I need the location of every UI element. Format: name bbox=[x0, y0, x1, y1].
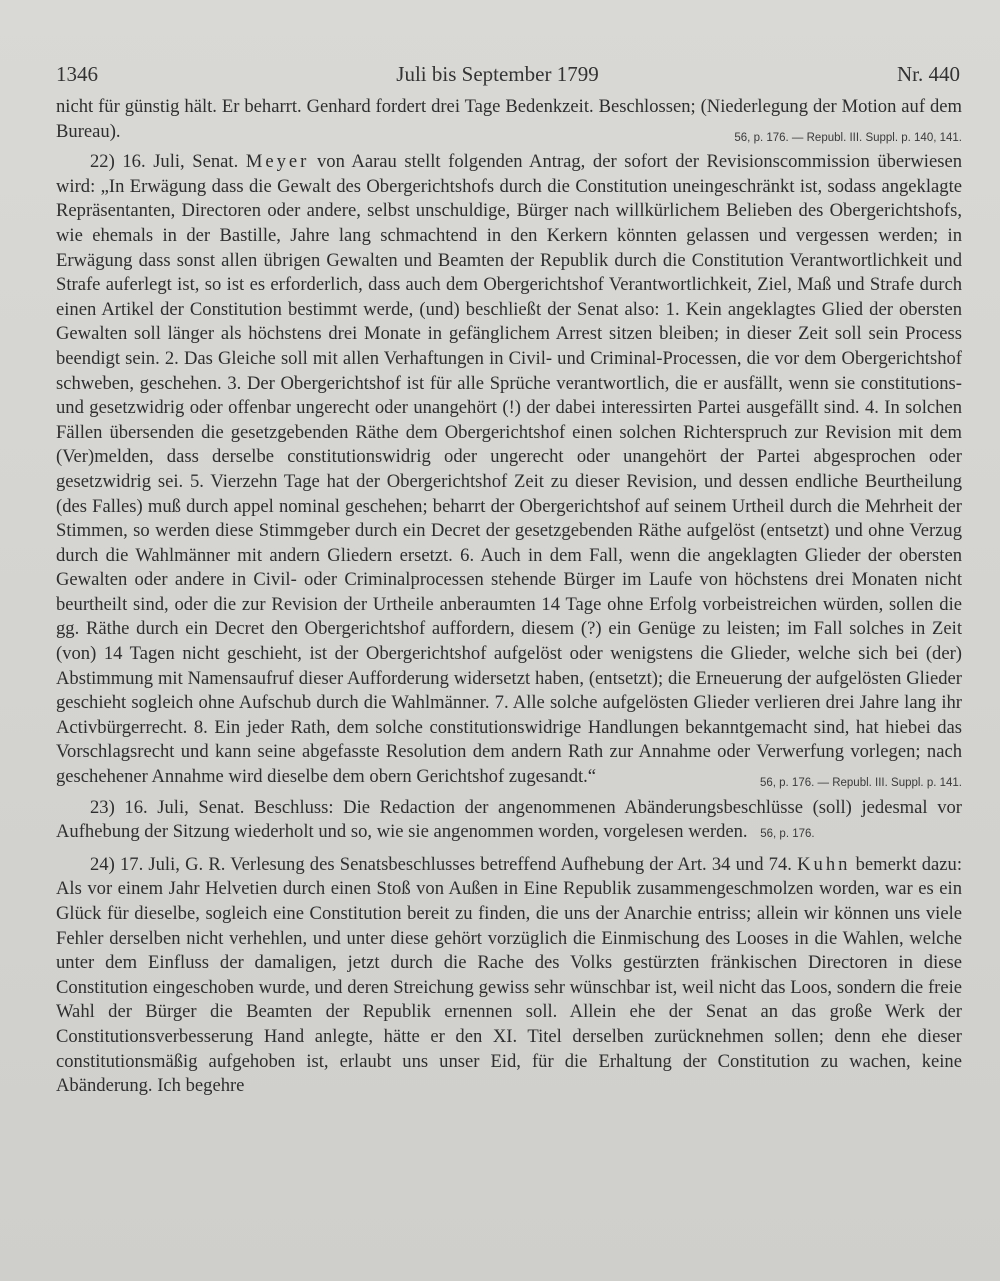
source-reference: 56, p. 176. — Republ. III. Suppl. p. 140, 141. bbox=[734, 131, 962, 144]
page-header bbox=[56, 62, 962, 87]
paragraph-text: bemerkt dazu: Als vor einem Jahr Helvetien durch einen Stoß von Außen in Eine Republik zusammengeschmolzen worden, war es ein Glück für dieselbe, sogleich eine Constitution bereit zu finden, die uns der Anarchie entriss; allein wir können uns viele Fehler derselben nicht verhehlen, und unter diese gehört vorzüglich die Einmischung des Looses in die Wahlen, welche unter dem Einfluss der damaligen, jetzt durch die Rache des Volks gestürzten fränkischen Directoren in diese Constitution eingeschoben wurde, und deren Streichung gewiss sehr wünschbar ist, weil nicht das Loos, sondern die freie Wahl der Bürger die Beamten der Republik ernennen soll. Allein ehe der Senat an das große Werk der Constitutionsverbesserung Hand anlegte, hätte er den XI. Titel derselben zurücknehmen sollen; denn ehe dieser constitutionsmäßig aufgehoben ist, erlaubt uns unser Eid, für die Erhaltung der Constitution zu wachen, keine Abänderung. Ich begehre bbox=[56, 853, 962, 1097]
paragraph-23 bbox=[56, 796, 962, 847]
source-reference: 56, p. 176. bbox=[760, 828, 815, 841]
paragraph-continuation bbox=[56, 95, 962, 144]
paragraph-22 bbox=[56, 150, 962, 789]
speaker-name: Kuhn bbox=[797, 853, 851, 875]
paragraph-24 bbox=[56, 853, 962, 1099]
speaker-name: Meyer bbox=[245, 151, 310, 173]
paragraph-text: Verlesung des Senatsbeschlusses betreffend Aufhebung der Art. 34 und 74. bbox=[230, 853, 792, 875]
paragraph-text: von Aarau stellt folgenden Antrag, der sofort der Revisionscommission überwiesen wird: „In Erwägung dass die Gewalt des Obergerichtshofs durch die Constitution uneingeschränkt ist, sodass angeklagte Repräsentanten, Directoren oder andere, selbst unschuldige, Bürger nach willkürlichem Belieben des Obergerichtshofs, wie ehemals in der Bastille, Jahre lang schmachtend in den Kerkern könnten gelassen und vergessen werden; in Erwägung dass sonst allen übrigen Gewalten und Beamten der Republik durch die Constitution Verantwortlichkeit und Strafe auferlegt ist, so ist es erforderlich, dass auch dem Obergerichtshof Verantwortlichkeit, Ziel, Maß und Strafe durch einen Artikel der Constitution bestimmt werde, (und) beschließt der Senat also: 1. Kein angeklagtes Glied der obersten Gewalten soll länger als höchstens drei Monate in gefänglichem Arrest sitzen bleiben; in dieser Zeit soll sein Process beendigt sein. 2. Das Gleiche soll mit allen Verhaftungen in Civil- und Criminal-Processen, die vor dem Obergerichtshof schweben, geschehen. 3. Der Obergerichtshof ist für alle Sprüche verantwortlich, die er ausfällt, wenn sie constitutions- und gesetzwidrig oder offenbar ungerecht oder unangehört (!) der dabei interessirten Partei ausgefällt sind. 4. In solchen Fällen übersenden die gesetzgebenden Räthe dem Obergerichtshof einen solchen Richterspruch zur Revision mit dem (Ver)melden, dass derselbe constitutionswidrig oder ungerecht oder unangehört der Partei abgesprochen oder gesetzwidrig sei. 5. Vierzehn Tage hat der Obergerichtshof Zeit zu dieser Revision, und dessen endliche Beurtheilung (des Falles) muß durch appel nominal geschehen; beharrt der Obergerichtshof auf seinem Urtheil durch die Mehrheit der Stimmen, so werden diese Stimmgeber durch ein Decret der gesetzgebenden Räthe aufgelöst (entsetzt) und ohne Verzug durch die Wahlmänner mit andern Gliedern ersetzt. 6. Auch in dem Fall, wenn die angeklagten Glieder der obersten Gewalten oder andere in Civil- oder Criminalprocessen stehende Bürger im Laufe von höchstens drei Monaten nicht beurtheilt sind, oder die zur Revision der Urtheile anberaumten 14 Tage ohne Erfolg vorbeistreichen würden, sollen die gg. Räthe durch ein Decret den Obergerichtshof auffordern, diesem (?) ein Genüge zu leisten; im Fall solches in Zeit (von) 14 Tagen nicht geschieht, ist der Obergerichtshof aufgelöst oder wenigstens die Glieder, welche sich bei (der) Abstimmung mit Namensaufruf dieser Aufforderung widersetzt haben, (entsetzt); die Erneuerung der aufgelösten Glieder geschieht sogleich ohne Aufschub durch die Wahlmänner. 7. Alle solche aufgelösten Glieder verlieren drei Jahre lang ihr Activbürgerrecht. 8. Ein jeder Rath, dem solche constitutionswidrige Handlungen bekanntgemacht sind, hat hiebei das Vorschlagsrecht und kann seine abgefasste Resolution dem andern Rath zur Annahme oder Verwerfung vorlegen; nach geschehener Annahme wird dieselbe dem obern Gerichtshof zugesandt.“ bbox=[56, 151, 962, 788]
page-number: 1346 bbox=[56, 62, 98, 86]
entry-heading: 22) 16. Juli, Senat. bbox=[90, 151, 239, 173]
running-title: Juli bis September 1799 bbox=[396, 62, 599, 86]
entry-number: Nr. 440 bbox=[897, 62, 960, 86]
paragraph-text: Beschluss: Die Redaction der angenommenen Abänderungsbeschlüsse (soll) jedesmal vor Aufhebung der Sitzung wiederholt und so, wie sie angenommen worden, vorgelesen werden. bbox=[56, 796, 962, 843]
paragraph-text: nicht für günstig hält. Er beharrt. Genhard fordert drei Tage Bedenkzeit. Beschlossen; (Niederlegung der Motion auf dem Bureau). bbox=[56, 96, 962, 142]
source-reference: 56, p. 176. — Republ. III. Suppl. p. 141. bbox=[759, 777, 962, 790]
entry-heading: 23) 16. Juli, Senat. bbox=[90, 796, 245, 818]
entry-heading: 24) 17. Juli, G. R. bbox=[90, 853, 226, 875]
